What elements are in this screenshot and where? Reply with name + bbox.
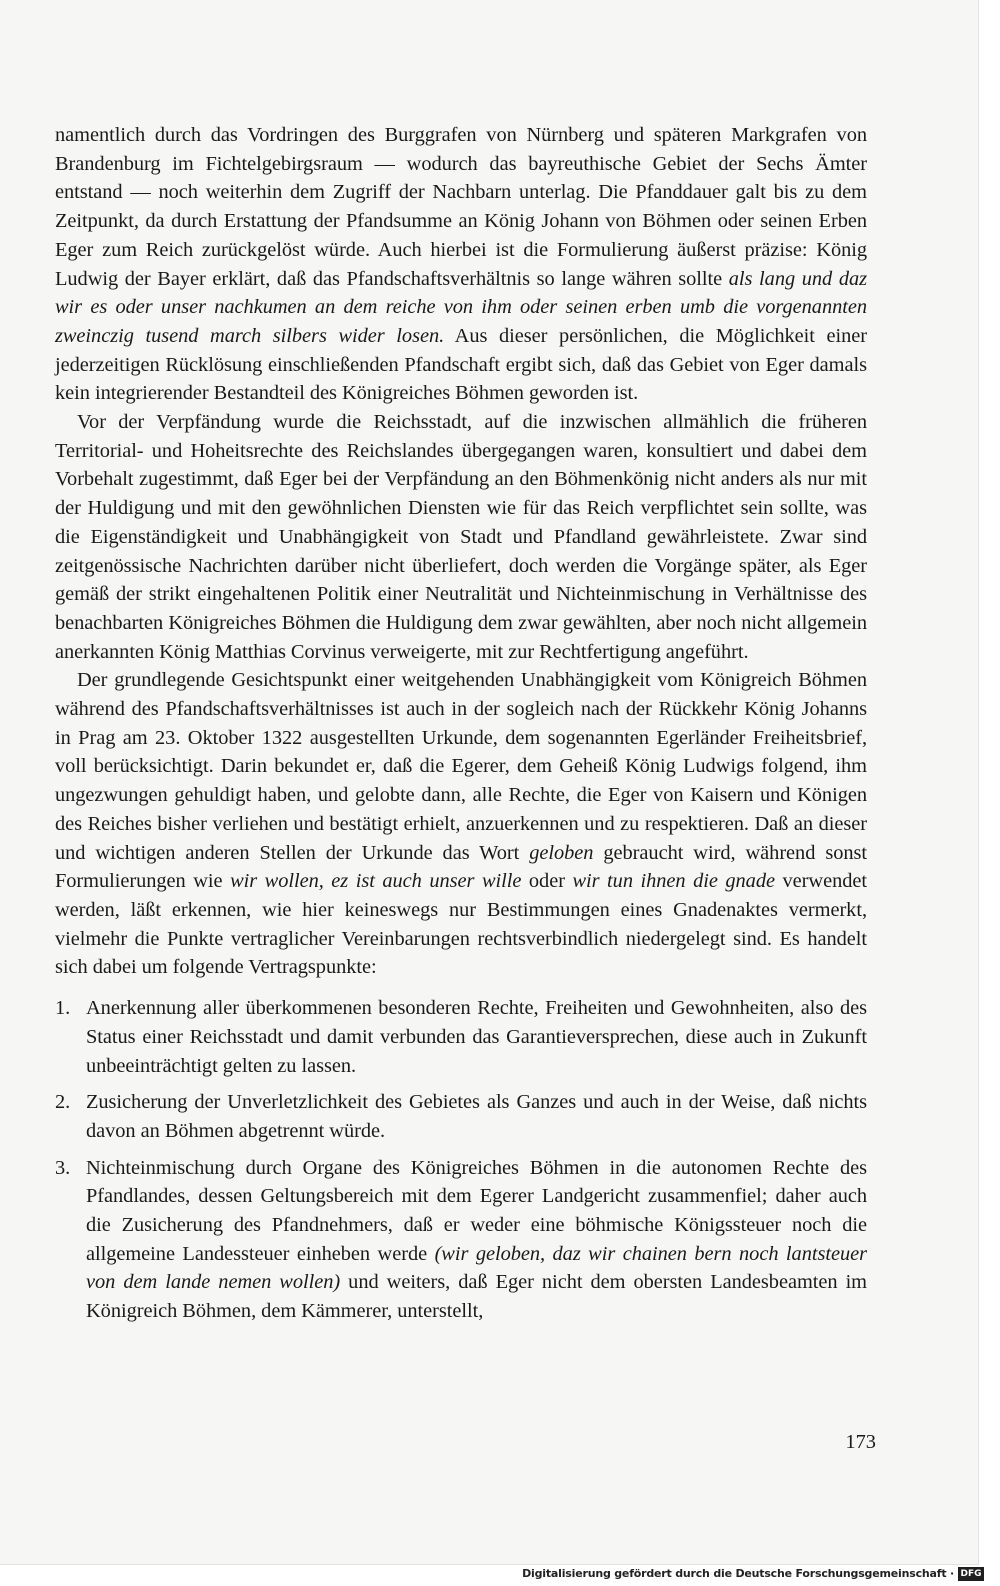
text-segment: und weiters, daß Eger nicht dem obersten Landesbeamten im Königreich Böhmen, dem Kämmerer, unterstellt, <box>86 1271 867 1323</box>
list-item <box>55 1154 867 1326</box>
text-segment: namentlich durch das Vordringen des Burggrafen von Nürnberg und späteren Markgrafen von Brandenburg im Fichtelgebirgsraum — wodurch das bayreuthische Gebiet der Sechs Ämter entstand — noch weiterhin dem Zugriff der Nachbarn unterlag. Die Pfanddauer galt bis zu dem Zeitpunkt, da durch Erstattung der Pfandsumme an König Johann von Böhmen oder seinen Erben Eger zum Reich zurückgelöst würde. Auch hierbei ist die Formulierung äußerst präzise: König Ludwig der Bayer erklärt, daß das Pfandschaftsverhältnis so lange währen sollte <box>55 124 867 290</box>
list-item-number: 1. <box>55 997 71 1020</box>
text-segment: Zusicherung der Unverletzlichkeit des Gebietes als Ganzes und auch in der Weise, daß nichts davon an Böhmen abgetrennt würde. <box>86 1091 867 1142</box>
list-item <box>55 994 867 1080</box>
quoted-text: (wir geloben, daz wir chainen bern noch lantsteuer von dem lande nemen wollen) <box>86 1242 867 1294</box>
contract-points-list <box>55 994 867 1326</box>
paragraph <box>55 121 867 408</box>
text-segment: Der grundlegende Gesichtspunkt einer weitgehenden Unabhängigkeit vom Königreich Böhmen während des Pfandschaftsverhältnisses ist auch in der sogleich nach der Rückkehr König Johanns in Prag am 23. Oktober 1322 ausgestellten Urkunde, dem sogenannten Egerländer Freiheitsbrief, voll berücksichtigt. Darin bekundet er, daß die Egerer, dem Geheiß König Ludwigs folgend, ihm ungezwungen gehuldigt haben, und gelobte dann, alle Rechte, die Eger von Kaisern und Königen des Reiches bisher verliehen und bestätigt erhielt, anzuerkennen und zu respektieren. Daß an dieser und wichtigen anderen Stellen der Urkunde das Wort <box>55 669 867 864</box>
text-column <box>55 121 867 1326</box>
text-segment: Aus dieser persönlichen, die Möglichkeit einer jederzeitigen Rücklösung einschließenden Pfandschaft ergibt sich, daß das Gebiet von Eger damals kein integrierender Bestandteil des Königreiches Böhmen geworden ist. <box>55 324 867 405</box>
dfg-logo: DFG <box>958 1567 984 1581</box>
text-segment: verwendet werden, läßt erkennen, wie hier keineswegs nur Bestimmungen eines Gnadenaktes vermerkt, vielmehr die Punkte vertraglicher Vereinbarungen rechtsverbindlich niedergelegt sind. Es handelt sich dabei um folgende Vertragspunkte: <box>55 870 867 979</box>
page-number: 173 <box>845 1431 876 1453</box>
list-item <box>55 1088 867 1145</box>
quoted-text: wir tun ihnen die gnade <box>572 870 775 893</box>
list-item-text <box>86 1088 867 1145</box>
quoted-text: wir wollen, ez ist auch unser wille <box>230 870 522 893</box>
text-segment: gebraucht wird, während sonst Formulierungen wie <box>55 841 867 893</box>
text-segment: Nichteinmischung durch Organe des Königreiches Böhmen in die autonomen Rechte des Pfandlandes, dessen Geltungsbereich mit dem Egerer Landgericht zusammenfiel; daher auch die Zusicherung des Pfandnehmers, daß er weder eine böhmische Königssteuer noch die allgemeine Landessteuer einheben werde <box>86 1156 867 1265</box>
text-segment: Anerkennung aller überkommenen besonderen Rechte, Freiheiten und Gewohnheiten, also des Status einer Reichsstadt und damit verbunden das Garantieversprechen, diese auch in Zukunft unbeeinträchtigt gelten zu lassen. <box>86 997 867 1077</box>
text-segment: Vor der Verpfändung wurde die Reichsstadt, auf die inzwischen allmählich die früheren Territorial- und Hoheitsrechte des Reichslandes übergegangen waren, konsultiert und dabei dem Vorbehalt zugestimmt, daß Eger bei der Verpfändung an den Böhmenkönig nicht anders als nur mit der Huldigung und mit den gewöhnlichen Diensten wie für das Reich verpflichtet sein sollte, was die Eigenständigkeit und Unabhängigkeit von Stadt und Pfandland gewährleistete. Zwar sind zeitgenössische Nachrichten darüber nicht überliefert, doch werden die Vorgänge später, als Eger gemäß der strikt eingehaltenen Politik einer Neutralität und Nichteinmischung in Verhältnisse des benachbarten Königreiches Böhmen die Huldigung dem zwar gewählten, aber noch nicht allgemein anerkannten König Matthias Corvinus verweigerte, mit zur Rechtfertigung angeführt. <box>55 411 867 663</box>
text-segment: oder <box>521 870 573 893</box>
footer-credit: Digitalisierung gefördert durch die Deutsche Forschungsgemeinschaft · <box>522 1567 954 1580</box>
list-item-number: 2. <box>55 1091 71 1114</box>
quoted-text: als lang und daz wir es oder unser nachkumen an dem reiche von ihm oder seinen erben umb die vorgenannten zweinczig tusend march silbers wider losen. <box>55 267 867 347</box>
paragraph <box>55 408 867 666</box>
list-item-text <box>86 994 867 1080</box>
list-item-text <box>86 1154 867 1326</box>
list-item-number: 3. <box>55 1156 71 1179</box>
quoted-text: geloben <box>529 841 594 864</box>
paragraph <box>55 666 867 982</box>
